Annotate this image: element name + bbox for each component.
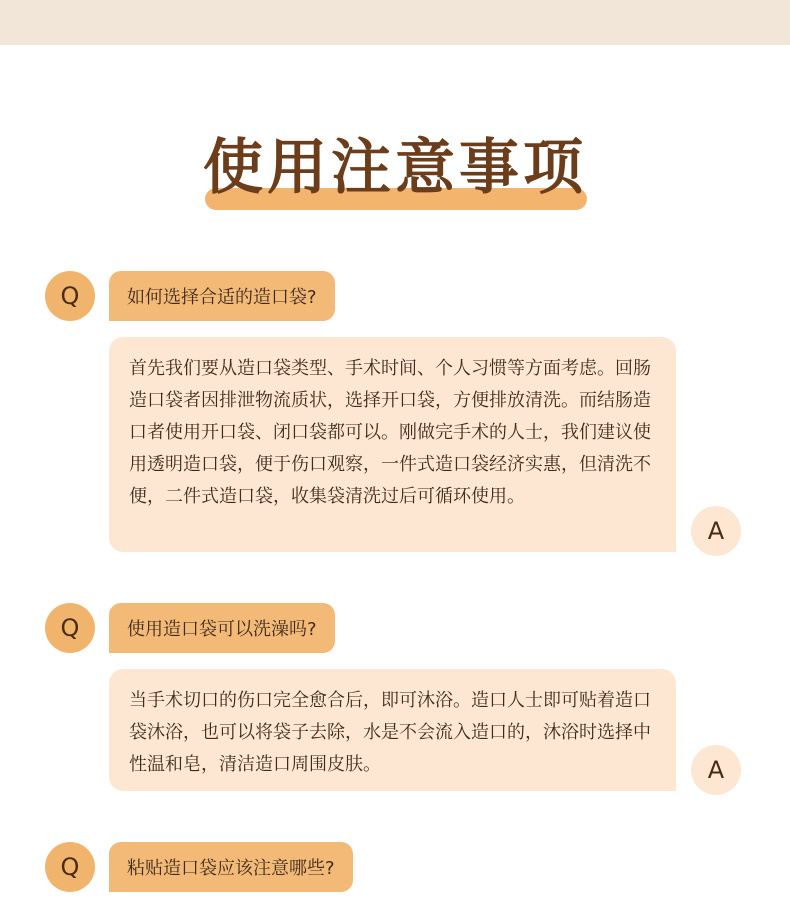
title-section	[0, 128, 790, 208]
answer-bubble: 当手术切口的伤口完全愈合后，即可沐浴。造口人士即可贴着造口袋沐浴，也可以将袋子去除，水是不会流入造口的，沐浴时选择中性温和皂，清洁造口周围皮肤。	[109, 669, 676, 791]
answer-marker: A	[691, 745, 741, 795]
question-marker: Q	[45, 271, 95, 321]
question-bubble: 使用造口袋可以洗澡吗?	[109, 603, 335, 653]
answer-marker: A	[691, 506, 741, 556]
top-banner	[0, 0, 790, 45]
question-bubble: 如何选择合适的造口袋?	[109, 271, 335, 321]
page-title: 使用注意事项	[203, 133, 587, 203]
question-marker: Q	[45, 842, 95, 892]
question-bubble: 粘贴造口袋应该注意哪些?	[109, 842, 353, 892]
answer-bubble: 首先我们要从造口袋类型、手术时间、个人习惯等方面考虑。回肠造口袋者因排泄物流质状，选择开口袋，方便排放清洗。而结肠造口者使用开口袋、闭口袋都可以。刚做完手术的人士，我们建议使用透明造口袋，便于伤口观察，一件式造口袋经济实惠，但清洗不便，二件式造口袋，收集袋清洗过后可循环使用。	[109, 337, 676, 552]
question-marker: Q	[45, 603, 95, 653]
